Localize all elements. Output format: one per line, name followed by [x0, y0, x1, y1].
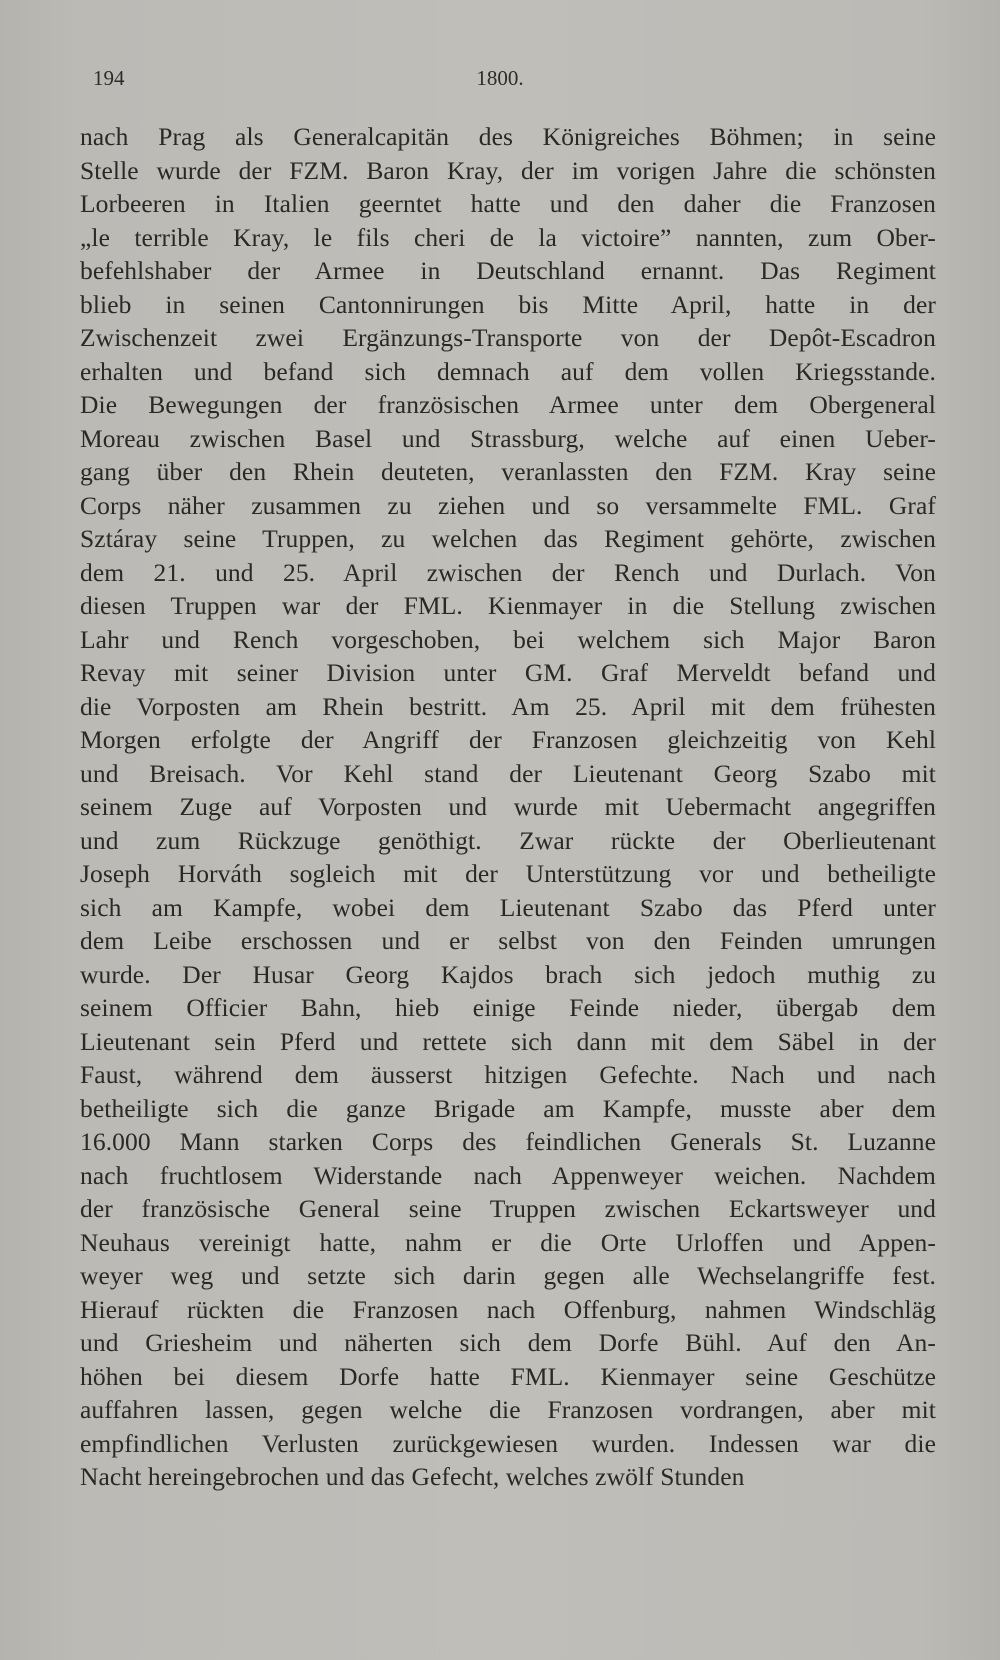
page-number: 194: [93, 66, 125, 90]
text-line-30: betheiligte sich die ganze Brigade am Kampfe, musste aber dem: [80, 1093, 936, 1123]
text-line-3: Lorbeeren in Italien geerntet hatte und den daher die Franzosen: [80, 189, 936, 218]
text-line-26: wurde. Der Husar Georg Kajdos brach sich jedoch muthig zu: [80, 959, 936, 989]
page-header: [0, 62, 1000, 96]
text-line-15: diesen Truppen war der FML. Kienmayer in die Stellung zwischen: [80, 591, 936, 620]
text-line-16: Lahr und Rench vorgeschoben, bei welchem sich Major Baron: [80, 624, 936, 654]
text-line-23: Joseph Horváth sogleich mit der Unterstützung vor und betheiligte: [80, 859, 936, 888]
text-line-17: Revay mit seiner Division unter GM. Graf Merveldt befand und: [80, 658, 936, 687]
text-line-19: Morgen erfolgte der Angriff der Franzosen gleichzeitig von Kehl: [80, 725, 936, 754]
text-line-5: befehlshaber der Armee in Deutschland ernannt. Das Regiment: [80, 256, 936, 285]
text-line-28: Lieutenant sein Pferd und rettete sich dann mit dem Säbel in der: [80, 1026, 936, 1056]
text-line-32: nach fruchtlosem Widerstande nach Appenweyer weichen. Nachdem: [80, 1160, 936, 1190]
text-line-1: nach Prag als Generalcapitän des Königreiches Böhmen; in seine: [80, 122, 936, 151]
text-line-27: seinem Officier Bahn, hieb einige Feinde nieder, übergab dem: [80, 993, 936, 1022]
text-line-18: die Vorposten am Rhein bestritt. Am 25. April mit dem frühesten: [80, 691, 936, 721]
text-line-2: Stelle wurde der FZM. Baron Kray, der im vorigen Jahre die schönsten: [80, 155, 936, 185]
text-line-38: höhen bei diesem Dorfe hatte FML. Kienmayer seine Geschütze: [80, 1361, 936, 1391]
text-line-31: 16.000 Mann starken Corps des feindlichen Generals St. Luzanne: [80, 1127, 936, 1156]
text-line-41: Nacht hereingebrochen und das Gefecht, welches zwölf Stunden: [80, 1462, 745, 1491]
body-text: [80, 120, 936, 1494]
text-line-24: sich am Kampfe, wobei dem Lieutenant Szabo das Pferd unter: [80, 892, 936, 922]
text-line-8: erhalten und befand sich demnach auf dem vollen Kriegsstande.: [80, 356, 936, 386]
text-line-20: und Breisach. Vor Kehl stand der Lieutenant Georg Szabo mit: [80, 758, 936, 788]
text-line-39: auffahren lassen, gegen welche die Franzosen vordrangen, aber mit: [80, 1395, 936, 1424]
text-line-36: Hierauf rückten die Franzosen nach Offenburg, nahmen Windschläg: [80, 1294, 936, 1324]
text-line-10: Moreau zwischen Basel und Strassburg, welche auf einen Ueber-: [80, 423, 936, 453]
text-line-34: Neuhaus vereinigt hatte, nahm er die Orte Urloffen und Appen-: [80, 1227, 936, 1257]
text-line-33: der französische General seine Truppen zwischen Eckartsweyer und: [80, 1194, 936, 1223]
text-line-11: gang über den Rhein deuteten, veranlassten den FZM. Kray seine: [80, 457, 936, 486]
text-line-12: Corps näher zusammen zu ziehen und so versammelte FML. Graf: [80, 490, 936, 520]
text-line-21: seinem Zuge auf Vorposten und wurde mit Uebermacht angegriffen: [80, 792, 936, 821]
running-head-year: 1800.: [476, 66, 524, 90]
text-line-29: Faust, während dem äusserst hitzigen Gefechte. Nach und nach: [80, 1060, 936, 1089]
text-line-4: „le terrible Kray, le fils cheri de la victoire” nannten, zum Ober-: [80, 222, 936, 252]
text-line-9: Die Bewegungen der französischen Armee unter dem Obergeneral: [80, 390, 936, 419]
text-line-13: Sztáray seine Truppen, zu welchen das Regiment gehörte, zwischen: [80, 524, 936, 553]
text-line-25: dem Leibe erschossen und er selbst von den Feinden umrungen: [80, 926, 936, 955]
text-line-7: Zwischenzeit zwei Ergänzungs-Transporte von der Depôt-Escadron: [80, 323, 936, 352]
text-line-14: dem 21. und 25. April zwischen der Rench und Durlach. Von: [80, 557, 936, 587]
text-line-37: und Griesheim und näherten sich dem Dorfe Bühl. Auf den An-: [80, 1328, 936, 1357]
text-line-22: und zum Rückzuge genöthigt. Zwar rückte der Oberlieutenant: [80, 825, 936, 855]
text-line-40: empfindlichen Verlusten zurückgewiesen wurden. Indessen war die: [80, 1428, 936, 1458]
text-line-35: weyer weg und setzte sich darin gegen alle Wechselangriffe fest.: [80, 1261, 936, 1290]
text-line-6: blieb in seinen Cantonnirungen bis Mitte April, hatte in der: [80, 289, 936, 319]
